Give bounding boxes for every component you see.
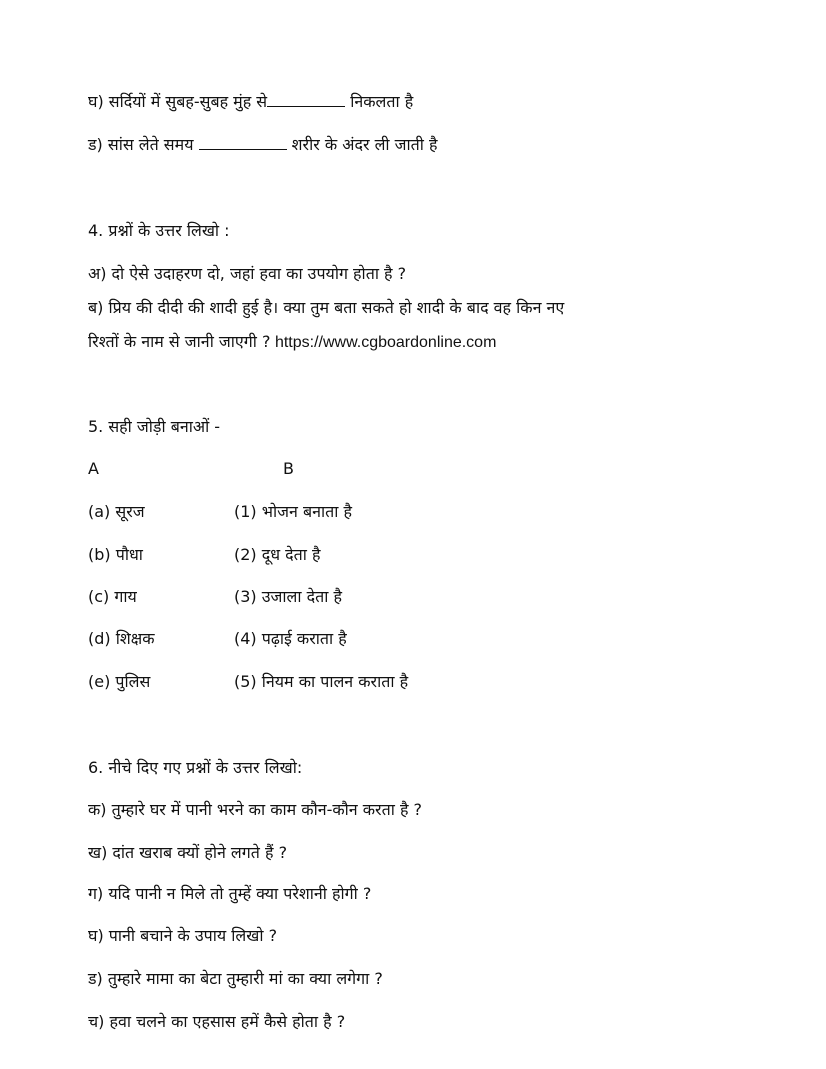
q4-item-b-line1: ब) प्रिय की दीदी की शादी हुई है। क्या तुम बता सकते हो शादी के बाद वह किन नए [88,298,565,317]
match-item-b: (5) नियम का पालन कराता है [234,672,409,691]
match-item-a: (e) पुलिस [88,672,151,691]
match-item-a: (c) गाय [88,587,137,606]
match-item-b: (4) पढ़ाई कराता है [234,629,347,648]
answer-blank [199,135,287,150]
q6-item: ख) दांत खराब क्यों होने लगते हैं ? [88,843,288,862]
match-item-b: (2) दूध देता है [234,545,321,564]
match-item-b: (3) उजाला देता है [234,587,342,606]
q6-item: घ) पानी बचाने के उपाय लिखो ? [88,926,278,945]
q6-item: ड) तुम्हारे मामा का बेटा तुम्हारी मां का क्या लगेगा ? [88,969,383,988]
column-b-header: B [283,459,294,478]
source-url: https://www.cgboardonline.com [270,334,497,351]
match-item-a: (a) सूरज [88,502,145,521]
fill-blank-da-suffix: शरीर के अंदर ली जाती है [286,135,438,154]
fill-blank-da-prefix: ड) सांस लेते समय [88,135,199,154]
q6-heading: 6. नीचे दिए गए प्रश्नों के उत्तर लिखो: [88,758,303,777]
q6-item: क) तुम्हारे घर में पानी भरने का काम कौन-कौन करता है ? [88,800,423,819]
answer-blank [267,92,345,107]
q4-item-b-text: रिश्तों के नाम से जानी जाएगी ? [88,332,271,351]
q5-heading: 5. सही जोड़ी बनाओं - [88,417,221,436]
q6-item: ग) यदि पानी न मिले तो तुम्हें क्या परेशानी होगी ? [88,884,372,903]
q4-heading: 4. प्रश्नों के उत्तर लिखो : [88,221,230,240]
q6-item: च) हवा चलने का एहसास हमें कैसे होता है ? [88,1012,346,1031]
q4-item-a: अ) दो ऐसे उदाहरण दो, जहां हवा का उपयोग होता है ? [88,264,407,283]
q4-item-b-line2 [88,332,496,353]
match-item-a: (d) शिक्षक [88,629,155,648]
column-a-header: A [88,459,99,478]
fill-blank-da [88,135,438,155]
fill-blank-gha-suffix: निकलता है [345,92,414,111]
match-item-a: (b) पौधा [88,545,143,564]
fill-blank-gha [88,92,413,112]
fill-blank-gha-prefix: घ) सर्दियों में सुबह-सुबह मुंह से [88,92,268,111]
match-item-b: (1) भोजन बनाता है [234,502,352,521]
